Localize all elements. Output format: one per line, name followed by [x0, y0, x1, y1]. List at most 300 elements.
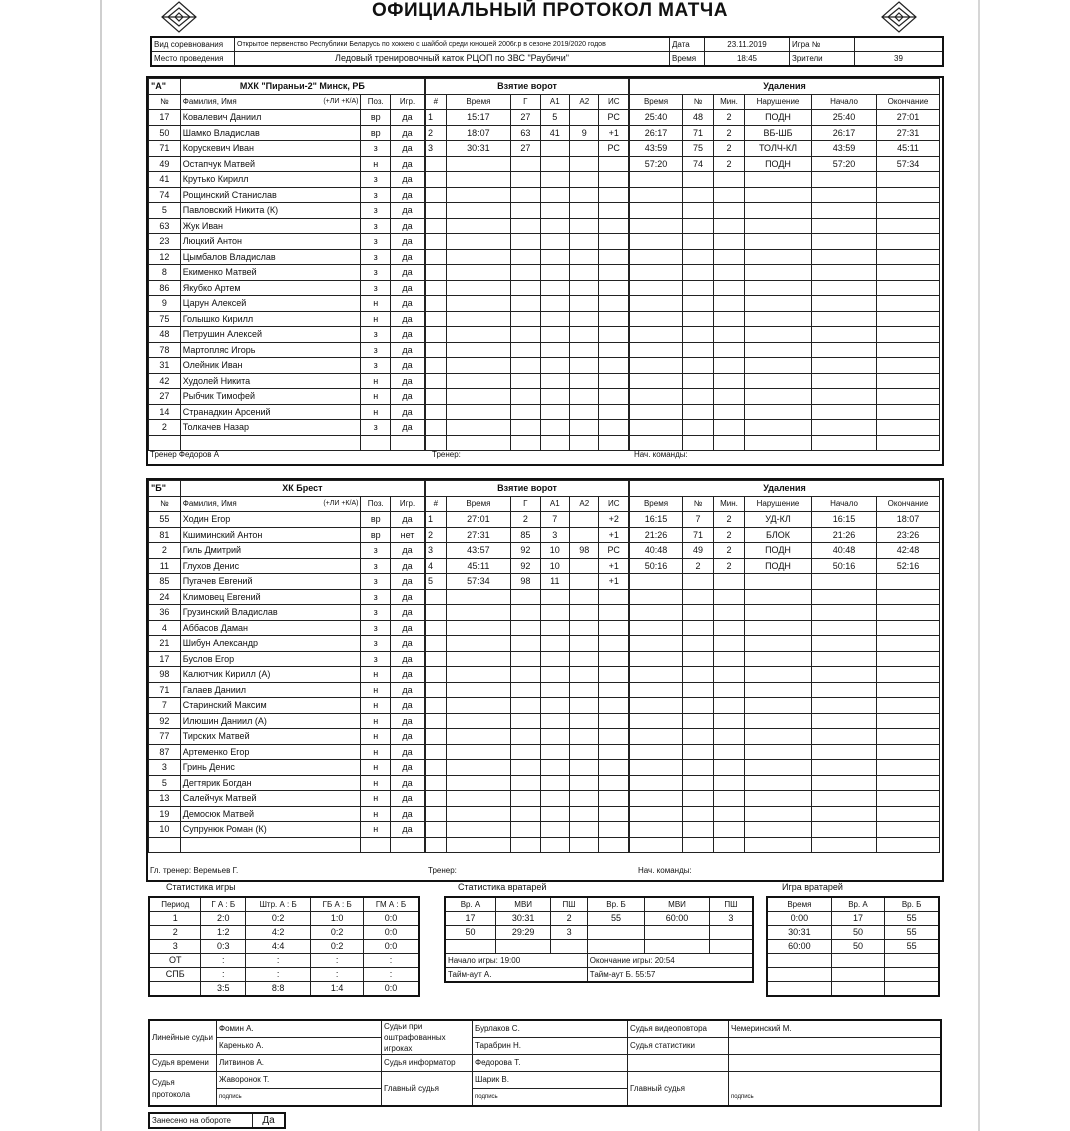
- penalty-infraction: [745, 806, 812, 822]
- player-number: 42: [149, 373, 181, 389]
- player-row: [149, 651, 425, 667]
- penalty-row: [630, 218, 940, 234]
- goal-row: [426, 110, 629, 126]
- goal-number: [426, 358, 447, 374]
- game-stats-cell: 4:4: [246, 940, 311, 954]
- goal-number: [426, 806, 447, 822]
- goal-assist-1: [540, 218, 569, 234]
- goal-row: [426, 342, 629, 358]
- goal-scorer: 2: [511, 512, 540, 528]
- player-row: [149, 791, 425, 807]
- goal-time: [446, 713, 510, 729]
- goal-row: [426, 203, 629, 219]
- penalty-row: [630, 156, 940, 172]
- col-end: Окончание: [877, 496, 940, 512]
- penalty-time: [630, 311, 683, 327]
- goal-situation: [599, 651, 629, 667]
- goal-scorer: 92: [511, 558, 540, 574]
- player-row: [149, 589, 425, 605]
- goal-row: [426, 574, 629, 590]
- penalty-time: [630, 636, 683, 652]
- player-number: 36: [149, 605, 181, 621]
- penalty-start: [812, 373, 877, 389]
- player-name: Ходин Егор: [180, 512, 361, 528]
- penalty-start: 26:17: [812, 125, 877, 141]
- goalie-stats-cell: 30:31: [495, 912, 550, 926]
- goal-row: [426, 435, 629, 451]
- goalie-stats-header: МВИ: [645, 897, 710, 912]
- penalty-player: [683, 698, 714, 714]
- team-b-penalties-title: Удаления: [630, 481, 940, 497]
- player-position: з: [361, 636, 391, 652]
- goal-row: [426, 420, 629, 436]
- team-b-roster: [148, 480, 425, 853]
- game-stats-cell: :: [364, 968, 419, 982]
- player-position: з: [361, 651, 391, 667]
- penalty-time: 26:17: [630, 125, 683, 141]
- goal-assist-2: [570, 249, 599, 265]
- penalty-start: [812, 218, 877, 234]
- game-stats-row: [149, 982, 419, 997]
- goal-situation: [599, 760, 629, 776]
- penalty-start: 40:48: [812, 543, 877, 559]
- goal-number: [426, 296, 447, 312]
- goalie-play-row: [767, 926, 939, 940]
- referee: Шарик В.: [473, 1072, 628, 1089]
- team-a-coach2: Тренер:: [432, 450, 461, 459]
- penalty-end: [877, 249, 940, 265]
- team-b-section: [146, 478, 944, 882]
- player-played: да: [391, 125, 425, 141]
- goalie-stats-header: МВИ: [495, 897, 550, 912]
- penalty-player: [683, 234, 714, 250]
- penalty-minutes: 2: [714, 110, 745, 126]
- player-position: н: [361, 713, 391, 729]
- player-position: н: [361, 156, 391, 172]
- col-pos: Поз.: [361, 496, 391, 512]
- goal-time: [446, 172, 510, 188]
- penalty-end: [877, 574, 940, 590]
- player-name: Рощинский Станислав: [180, 187, 361, 203]
- goal-row: [426, 620, 629, 636]
- goalie-play-cell: 60:00: [767, 940, 831, 954]
- goal-situation: [599, 806, 629, 822]
- penalty-time: [630, 605, 683, 621]
- goal-assist-1: [540, 760, 569, 776]
- penalty-end: [877, 791, 940, 807]
- team-a-name: МХК "Пираньи-2" Минск, РБ: [180, 79, 424, 95]
- chief-sign-label: подпись: [729, 1072, 942, 1107]
- penalty-minutes: [714, 311, 745, 327]
- player-played: да: [391, 342, 425, 358]
- player-number: 49: [149, 156, 181, 172]
- goal-row: [426, 791, 629, 807]
- goal-number: [426, 311, 447, 327]
- player-position: вр: [361, 125, 391, 141]
- penalty-infraction: [745, 651, 812, 667]
- penalty-player: [683, 358, 714, 374]
- goal-row: [426, 822, 629, 838]
- referee-sign-label: подпись: [473, 1089, 628, 1107]
- player-row: [149, 327, 425, 343]
- goalie-play-cell: [885, 954, 939, 968]
- goal-scorer: [511, 420, 540, 436]
- col-g: Г: [511, 496, 540, 512]
- game-stats-row: [149, 940, 419, 954]
- penalty-row: [630, 420, 940, 436]
- goal-situation: [599, 620, 629, 636]
- goal-row: [426, 373, 629, 389]
- team-a-section: [146, 76, 944, 466]
- penalty-start: [812, 806, 877, 822]
- penalty-player: 48: [683, 110, 714, 126]
- goal-assist-2: [570, 435, 599, 451]
- penalty-minutes: [714, 744, 745, 760]
- penalty-start: [812, 760, 877, 776]
- game-stats-cell: 0:0: [364, 926, 419, 940]
- goal-scorer: [511, 651, 540, 667]
- penalty-player: [683, 574, 714, 590]
- player-name: Якубко Артем: [180, 280, 361, 296]
- penalty-time: 16:15: [630, 512, 683, 528]
- goalie-play-cell: [767, 968, 831, 982]
- penalty-end: [877, 760, 940, 776]
- goal-situation: [599, 404, 629, 420]
- player-played: да: [391, 636, 425, 652]
- penalty-infraction: ТОЛЧ-КЛ: [745, 141, 812, 157]
- goal-situation: [599, 327, 629, 343]
- player-row: [149, 280, 425, 296]
- penalty-minutes: [714, 574, 745, 590]
- goal-row: [426, 512, 629, 528]
- goal-scorer: 92: [511, 543, 540, 559]
- penalty-start: [812, 404, 877, 420]
- goalie-play-cell: [831, 954, 884, 968]
- goal-time: [446, 420, 510, 436]
- player-position: з: [361, 187, 391, 203]
- player-row: [149, 605, 425, 621]
- goal-number: [426, 234, 447, 250]
- penalty-row: [630, 203, 940, 219]
- goal-assist-2: [570, 156, 599, 172]
- goal-row: [426, 806, 629, 822]
- goal-row: [426, 218, 629, 234]
- player-played: да: [391, 775, 425, 791]
- penalty-start: [812, 327, 877, 343]
- goal-scorer: [511, 791, 540, 807]
- penalty-minutes: [714, 342, 745, 358]
- penalty-row: [630, 296, 940, 312]
- penalty-infraction: [745, 605, 812, 621]
- goalie-play-cell: [767, 982, 831, 997]
- player-row: [149, 187, 425, 203]
- penalty-player: [683, 806, 714, 822]
- penalty-row: [630, 713, 940, 729]
- penalty-minutes: [714, 667, 745, 683]
- penalty-end: [877, 713, 940, 729]
- player-number: [149, 435, 181, 451]
- player-played: да: [391, 327, 425, 343]
- goal-time: [446, 218, 510, 234]
- col-infr: Нарушение: [745, 94, 812, 110]
- player-number: 12: [149, 249, 181, 265]
- penalty-row: [630, 574, 940, 590]
- penalty-end: [877, 729, 940, 745]
- player-played: да: [391, 729, 425, 745]
- goal-assist-2: [570, 218, 599, 234]
- player-row: [149, 404, 425, 420]
- player-number: 7: [149, 698, 181, 714]
- player-name: Толкачев Назар: [180, 420, 361, 436]
- game-stats-header: Штр. А : Б: [246, 897, 311, 912]
- penalty-time: [630, 327, 683, 343]
- penalty-minutes: [714, 218, 745, 234]
- penalty-end: [877, 822, 940, 838]
- goal-time: [446, 620, 510, 636]
- timeout-a: Тайм-аут А.: [445, 968, 587, 983]
- goal-assist-1: [540, 822, 569, 838]
- player-number: 23: [149, 234, 181, 250]
- player-row: [149, 682, 425, 698]
- player-row: [149, 373, 425, 389]
- player-position: вр: [361, 527, 391, 543]
- team-b-penalties: [629, 480, 940, 853]
- timeout-b-value: 55:57: [635, 970, 656, 979]
- penalty-row: [630, 404, 940, 420]
- goal-situation: [599, 172, 629, 188]
- goalie-play-cell: 55: [885, 912, 939, 926]
- penalty-infraction: [745, 729, 812, 745]
- player-row: [149, 837, 425, 853]
- penalty-row: [630, 358, 940, 374]
- goal-assist-1: [540, 249, 569, 265]
- goal-assist-1: [540, 729, 569, 745]
- goal-assist-2: [570, 141, 599, 157]
- player-position: з: [361, 589, 391, 605]
- goal-assist-2: [570, 837, 599, 853]
- penalty-row: [630, 187, 940, 203]
- player-played: да: [391, 744, 425, 760]
- emblem-left-logo: [158, 0, 200, 34]
- col-gnum: #: [426, 94, 447, 110]
- penalty-end: [877, 636, 940, 652]
- penalty-end: 52:16: [877, 558, 940, 574]
- penalty-start: [812, 249, 877, 265]
- penalty-end: [877, 373, 940, 389]
- player-row: [149, 527, 425, 543]
- goal-situation: [599, 791, 629, 807]
- player-position: з: [361, 249, 391, 265]
- penalty-player: 49: [683, 543, 714, 559]
- game-stats-cell: 0:0: [364, 982, 419, 997]
- player-name: Гиль Дмитрий: [180, 543, 361, 559]
- goalie-play-cell: [885, 982, 939, 997]
- penalty-infraction: [745, 760, 812, 776]
- player-number: 98: [149, 667, 181, 683]
- penalty-infraction: [745, 280, 812, 296]
- player-played: [391, 435, 425, 451]
- goal-number: [426, 327, 447, 343]
- goal-time: [446, 651, 510, 667]
- player-played: да: [391, 311, 425, 327]
- goal-assist-2: [570, 187, 599, 203]
- goal-row: [426, 234, 629, 250]
- player-row: [149, 822, 425, 838]
- team-b-name: ХК Брест: [180, 481, 424, 497]
- goal-assist-2: [570, 265, 599, 281]
- goal-scorer: [511, 713, 540, 729]
- game-stats-row: [149, 926, 419, 940]
- penalty-end: [877, 311, 940, 327]
- penalty-player: 71: [683, 527, 714, 543]
- penalty-minutes: [714, 636, 745, 652]
- goal-scorer: [511, 187, 540, 203]
- penalty-end: [877, 589, 940, 605]
- penalty-row: [630, 249, 940, 265]
- penalty-start: [812, 698, 877, 714]
- penalty-start: [812, 358, 877, 374]
- col-gnum: #: [426, 496, 447, 512]
- penalty-end: [877, 651, 940, 667]
- penalty-infraction: [745, 713, 812, 729]
- goal-row: [426, 358, 629, 374]
- goal-number: [426, 760, 447, 776]
- player-number: 4: [149, 620, 181, 636]
- goal-assist-1: [540, 775, 569, 791]
- penalty-end: [877, 667, 940, 683]
- goal-situation: [599, 420, 629, 436]
- team-a-goals: [425, 78, 629, 451]
- goal-scorer: [511, 775, 540, 791]
- penalty-start: [812, 172, 877, 188]
- officials-table: [148, 1019, 942, 1107]
- team-a-roster: [148, 78, 425, 451]
- player-row: [149, 342, 425, 358]
- player-number: 10: [149, 822, 181, 838]
- goal-row: [426, 682, 629, 698]
- goal-situation: [599, 373, 629, 389]
- penalty-infraction: [745, 327, 812, 343]
- player-name: Кшиминский Антон: [180, 527, 361, 543]
- col-ptime: Время: [630, 94, 683, 110]
- player-name: Рыбчик Тимофей: [180, 389, 361, 405]
- player-number: 27: [149, 389, 181, 405]
- goal-assist-1: [540, 791, 569, 807]
- goalie-play-header: Время: [767, 897, 831, 912]
- player-name: Пугачев Евгений: [180, 574, 361, 590]
- game-stats-cell: :: [201, 954, 246, 968]
- penalty-end: [877, 342, 940, 358]
- player-played: да: [391, 234, 425, 250]
- game-stats-row: [149, 954, 419, 968]
- goalie-play-cell: 55: [885, 940, 939, 954]
- goal-row: [426, 280, 629, 296]
- goal-number: [426, 404, 447, 420]
- goal-situation: [599, 589, 629, 605]
- penalty-minutes: [714, 651, 745, 667]
- goal-situation: [599, 667, 629, 683]
- penalty-player: [683, 265, 714, 281]
- goal-number: [426, 744, 447, 760]
- penalty-end: [877, 296, 940, 312]
- goal-assist-1: [540, 203, 569, 219]
- penalty-time: [630, 420, 683, 436]
- col-name: Фамилия, Имя: [182, 498, 237, 508]
- goal-assist-1: [540, 404, 569, 420]
- goal-assist-1: [540, 636, 569, 652]
- stats-referee-label: Судья статистики: [628, 1038, 729, 1055]
- penalty-infraction: [745, 791, 812, 807]
- goal-assist-1: [540, 806, 569, 822]
- penalty-minutes: 2: [714, 512, 745, 528]
- goal-time: [446, 760, 510, 776]
- goal-scorer: [511, 682, 540, 698]
- game-stats-cell: 0:2: [311, 940, 364, 954]
- goal-assist-2: [570, 512, 599, 528]
- player-played: да: [391, 280, 425, 296]
- goal-scorer: [511, 203, 540, 219]
- penalty-time: [630, 760, 683, 776]
- penalty-player: 74: [683, 156, 714, 172]
- penalty-start: [812, 605, 877, 621]
- player-number: 5: [149, 775, 181, 791]
- goalie-play-cell: 0:00: [767, 912, 831, 926]
- player-name: Артеменко Егор: [180, 744, 361, 760]
- goal-scorer: [511, 342, 540, 358]
- goal-assist-1: 41: [540, 125, 569, 141]
- player-name: Дегтярик Богдан: [180, 775, 361, 791]
- linesman-2: Каренько А.: [217, 1038, 382, 1055]
- team-b-coach: Гл. тренер: Веремьев Г.: [150, 866, 239, 875]
- player-row: [149, 296, 425, 312]
- player-name: Шамко Владислав: [180, 125, 361, 141]
- player-position: з: [361, 265, 391, 281]
- goal-assist-1: [540, 435, 569, 451]
- penalty-minutes: 2: [714, 543, 745, 559]
- goal-time: [446, 404, 510, 420]
- goal-assist-2: [570, 791, 599, 807]
- goal-time: [446, 358, 510, 374]
- penalty-player: [683, 404, 714, 420]
- penalty-player: [683, 172, 714, 188]
- goal-number: [426, 420, 447, 436]
- goal-situation: [599, 218, 629, 234]
- goal-row: [426, 589, 629, 605]
- player-number: 78: [149, 342, 181, 358]
- col-start: Начало: [812, 496, 877, 512]
- goal-time: 30:31: [446, 141, 510, 157]
- goalie-stats-row: [445, 940, 753, 954]
- linesmen-label: Линейные судьи: [149, 1020, 217, 1055]
- goal-number: [426, 698, 447, 714]
- goal-time: [446, 822, 510, 838]
- player-played: да: [391, 822, 425, 838]
- goal-row: [426, 187, 629, 203]
- penalty-infraction: [745, 667, 812, 683]
- penalty-minutes: [714, 203, 745, 219]
- player-number: 86: [149, 280, 181, 296]
- team-a-coach: Тренер Федоров А: [150, 450, 220, 459]
- goal-situation: [599, 435, 629, 451]
- goal-number: [426, 373, 447, 389]
- goal-assist-2: [570, 358, 599, 374]
- player-row: [149, 234, 425, 250]
- goal-time: [446, 234, 510, 250]
- player-name: Аббасов Даман: [180, 620, 361, 636]
- player-played: да: [391, 265, 425, 281]
- penalty-start: 57:20: [812, 156, 877, 172]
- penalty-infraction: [745, 172, 812, 188]
